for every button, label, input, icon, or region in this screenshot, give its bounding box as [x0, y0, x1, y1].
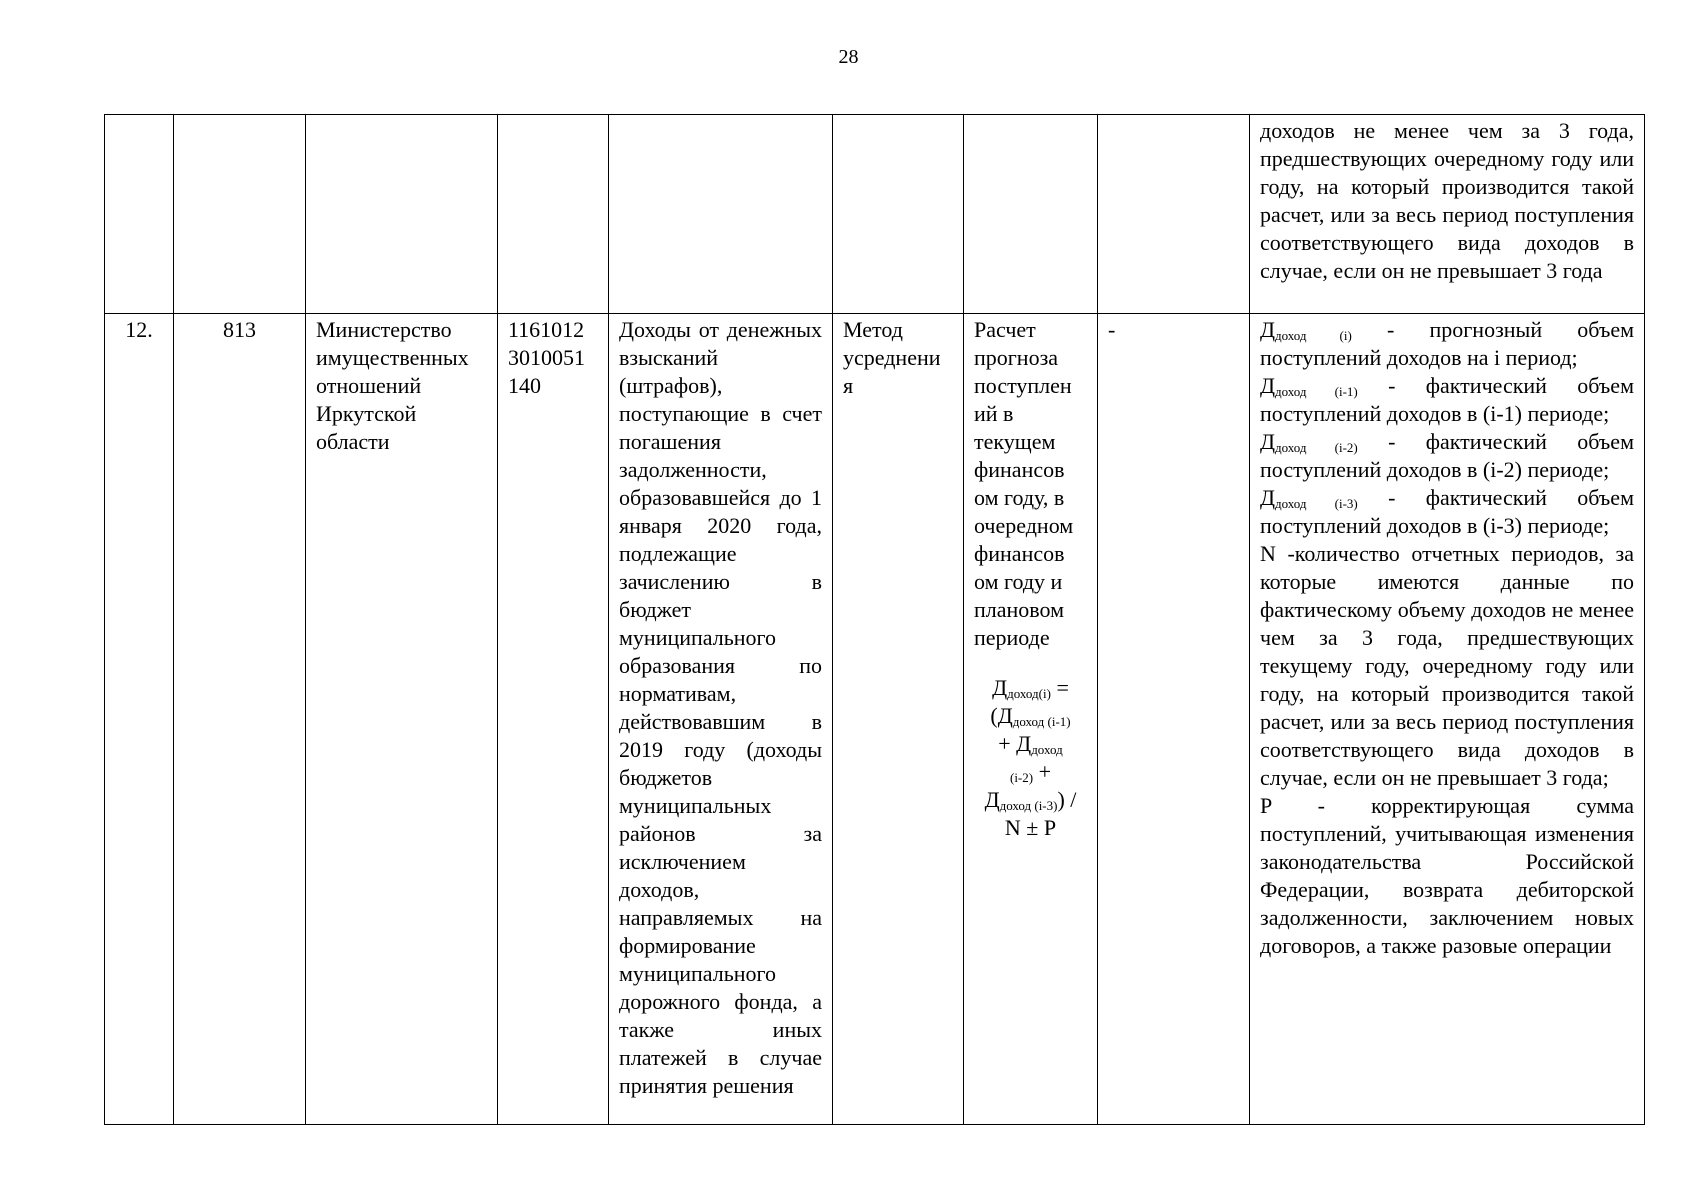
note-item	[1260, 372, 1634, 428]
kbk-code-cell: 1161012 3010051 140	[498, 314, 609, 1125]
continuation-description-cell: доходов не менее чем за 3 года, предшествующих очередному году или году, на который производится такой расчет, или за весь период поступления соответствующего вида доходов в случае, если он не превышает 3 года	[1250, 115, 1645, 314]
formula-symbol: (Д	[990, 703, 1013, 728]
note-symbol: Д	[1260, 317, 1276, 342]
cell-empty	[174, 115, 306, 314]
page-number: 28	[838, 46, 859, 68]
formula-tail: N ± P	[1004, 815, 1057, 840]
note-text: - прогнозный объем поступлений доходов на i период;	[1260, 317, 1635, 370]
notes-cell	[1250, 314, 1645, 1125]
note-symbol: Д	[1260, 429, 1276, 454]
calc-description: Расчет прогноза поступлен ий в текущем финансов ом году, в очередном финансов ом году и плановом периоде	[974, 317, 1074, 650]
method-cell: Метод усреднени я	[833, 314, 964, 1125]
forecast-methods-table	[104, 114, 1645, 1125]
note-text: - корректирующая сумма поступлений, учитывающая изменения законодательства Российской Федерации, возврата дебиторской задолженности, заключением новых договоров, а также разовые операции	[1260, 793, 1634, 958]
formula-operator: =	[1050, 675, 1069, 700]
cell-empty	[105, 115, 174, 314]
note-text: - фактический объем поступлений доходов в (i-3) периоде;	[1260, 485, 1634, 538]
table-row-12	[105, 314, 1645, 1125]
administrator-cell: Министерство имущественных отношений Иркутской области	[306, 314, 498, 1125]
cell-empty	[964, 115, 1098, 314]
formula-operator: +	[1033, 759, 1052, 784]
note-subscript: доход (i)	[1275, 328, 1352, 343]
note-item	[1260, 316, 1634, 372]
note-item	[1260, 484, 1634, 540]
cell-empty	[498, 115, 609, 314]
note-symbol: Д	[1260, 485, 1276, 510]
formula-subscript: доход (i-1)	[1012, 714, 1071, 729]
calc-cell	[964, 314, 1098, 1125]
note-text: -количество отчетных периодов, за которые имеются данные по фактическому объему доходов не менее чем за 3 года, предшествующих текущему году, очередному году или году, на который производится такой расчет, или за весь период поступления соответствующего вида доходов в случае, если он не превышает 3 года;	[1260, 541, 1634, 790]
note-subscript: доход (i-3)	[1275, 496, 1358, 511]
note-subscript: доход (i-1)	[1275, 384, 1358, 399]
formula-subscript: (i-2)	[1009, 770, 1034, 785]
note-symbol: N	[1260, 541, 1276, 566]
note-symbol: Д	[1260, 373, 1276, 398]
formula-subscript: доход(i)	[1007, 686, 1051, 701]
cell-empty	[833, 115, 964, 314]
cell-empty	[1098, 115, 1250, 314]
formula-operator: ) /	[1057, 787, 1077, 812]
note-item	[1260, 792, 1634, 960]
row-number-cell: 12.	[105, 314, 174, 1125]
formula-subscript: доход	[1031, 742, 1063, 757]
note-text: - фактический объем поступлений доходов в (i-2) периоде;	[1260, 429, 1634, 482]
note-symbol: P	[1260, 793, 1272, 818]
column-8-cell: -	[1098, 314, 1250, 1125]
note-item	[1260, 540, 1634, 792]
forecast-formula	[974, 674, 1087, 842]
formula-subscript: доход (i-3)	[999, 798, 1058, 813]
cell-empty	[609, 115, 833, 314]
formula-symbol: Д	[984, 787, 1000, 812]
note-subscript: доход (i-2)	[1275, 440, 1358, 455]
table-row-continuation	[105, 115, 1645, 314]
formula-symbol: Д	[992, 675, 1008, 700]
admin-code-cell: 813	[174, 314, 306, 1125]
note-item	[1260, 428, 1634, 484]
income-name-cell: Доходы от денежных взысканий (штрафов), поступающие в счет погашения задолженности, образовавшейся до 1 января 2020 года, подлежащие зачислению в бюджет муниципального образования по нормативам, действовавшим в 2019 году (доходы бюджетов муниципальных районов за исключением доходов, направляемых на формирование муниципального дорожного фонда, а также иных платежей в случае принятия решения	[609, 314, 833, 1125]
cell-empty	[306, 115, 498, 314]
formula-symbol: + Д	[998, 731, 1032, 756]
note-text: - фактический объем поступлений доходов в (i-1) периоде;	[1260, 373, 1634, 426]
